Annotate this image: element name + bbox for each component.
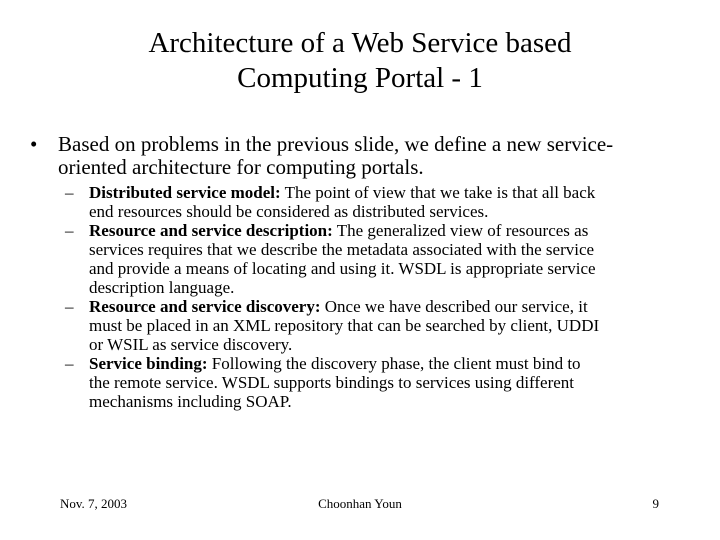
- sub-bullet-line: [89, 221, 695, 240]
- dash-marker: –: [65, 183, 74, 202]
- sub-bullet-line: mechanisms including SOAP.: [89, 392, 292, 411]
- slide-title-line-2: Computing Portal - 1: [237, 62, 483, 94]
- footer-author: Choonhan Youn: [318, 496, 402, 511]
- slide-title: [60, 26, 660, 96]
- sub-bullet-resource-and-service-description: [65, 221, 695, 297]
- main-bullet-text: [58, 133, 698, 179]
- sub-bullet-line: [89, 297, 695, 316]
- sub-bullet-line: services requires that we describe the metadata associated with the service: [89, 240, 595, 259]
- dash-marker: –: [65, 354, 74, 373]
- footer-page-number: 9: [652, 496, 659, 511]
- sub-bullet-label: Distributed service model:: [89, 183, 281, 202]
- sub-bullet-service-binding: [65, 354, 695, 411]
- sub-bullet-resource-and-service-discovery: [65, 297, 695, 354]
- sub-bullet-text: The point of view that we take is that all back: [280, 183, 596, 202]
- sub-bullet-line: must be placed in an XML repository that can be searched by client, UDDI: [89, 316, 600, 335]
- sub-bullet-list: [65, 183, 695, 411]
- footer-date: Nov. 7, 2003: [60, 496, 128, 511]
- sub-bullet-label: Resource and service discovery:: [89, 297, 321, 316]
- sub-bullet-line: or WSIL as service discovery.: [89, 335, 293, 354]
- sub-bullet-label: Resource and service description:: [89, 221, 333, 240]
- sub-bullet-text: Following the discovery phase, the client must bind to: [207, 354, 581, 373]
- sub-bullet-label: Service binding:: [89, 354, 208, 373]
- dash-marker: –: [65, 221, 74, 240]
- dash-marker: –: [65, 297, 74, 316]
- sub-bullet-line: [89, 183, 695, 202]
- sub-bullet-line: and provide a means of locating and using it. WSDL is appropriate service: [89, 259, 596, 278]
- sub-bullet-line: end resources should be considered as distributed services.: [89, 202, 489, 221]
- sub-bullet-line: the remote service. WSDL supports bindings to services using different: [89, 373, 575, 392]
- sub-bullet-text: Once we have described our service, it: [320, 297, 588, 316]
- main-bullet-line: Based on problems in the previous slide, we define a new service-: [58, 132, 614, 156]
- slide-title-line-1: Architecture of a Web Service based: [148, 27, 572, 59]
- main-bullet-line: oriented architecture for computing portals.: [58, 155, 424, 179]
- sub-bullet-line: [89, 354, 695, 373]
- sub-bullet-text: The generalized view of resources as: [332, 221, 589, 240]
- sub-bullet-distributed-service-model: [65, 183, 695, 221]
- bullet-marker: •: [30, 132, 38, 156]
- sub-bullet-line: description language.: [89, 278, 235, 297]
